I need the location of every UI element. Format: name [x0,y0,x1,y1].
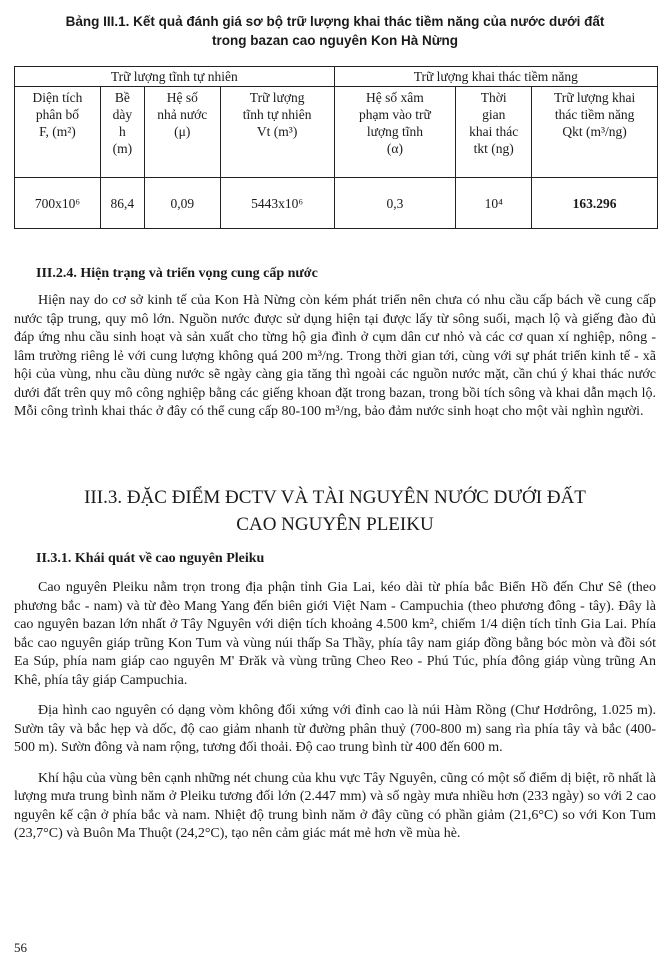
table-cell: 10⁴ [456,178,532,229]
column-header-line: h [118,124,126,139]
column-header [100,87,144,178]
column-header-row [15,87,658,178]
column-header [532,87,658,178]
column-header-line: F, (m²) [39,124,76,139]
column-header-line: phân bố [35,107,79,122]
column-header-line: dày [112,107,133,122]
column-header-line: gian [482,107,506,122]
column-header-line: (μ) [174,124,191,139]
column-header-line: (m) [112,141,133,156]
column-header-line: Thời [480,90,507,105]
table-cell: 163.296 [532,178,658,229]
column-header-line: Bề [114,90,130,105]
column-header-line: Trữ lượng khai [553,90,636,105]
column-header-line: tĩnh tự nhiên [242,107,312,122]
paragraph-2: Địa hình cao nguyên có dạng vòm không đối xứng với đỉnh cao là núi Hàm Rồng (Chư Hơdrông, 1.025 m). Sườn tây và bắc hẹp và dốc, độ cao giảm nhanh từ đường phân thuỷ (700-800 m) sang rìa phía tây và bắc (400-500 m). Sườn đông và nam rộng, tương đối thoải. Độ cao trung bình từ 400 đến 600 m. [14,703,656,755]
column-header [334,87,456,178]
value-row [15,178,658,229]
table-caption-line-2: trong bazan cao nguyên Kon Hà Nừng [211,33,459,48]
section-2-4-body [14,292,656,422]
column-header-line: khai thác [469,124,519,139]
chapter-heading-line-2: CAO NGUYÊN PLEIKU [236,514,434,535]
column-header-line: tkt (ng) [473,141,514,156]
chapter-heading-line-1: III.3. ĐẶC ĐIỂM ĐCTV VÀ TÀI NGUYÊN NƯỚC DƯỚI ĐẤT [84,487,586,508]
paragraph-1: Cao nguyên Pleiku nằm trọn trong địa phận tỉnh Gia Lai, kéo dài từ phía bắc Biển Hồ đến Chư Sê (theo phương bắc - nam) và từ đèo Mang Yang đến biên giới Việt Nam - Campuchia (theo phương đông - tây). Đây là cao nguyên bazan lớn nhất ở Tây Nguyên với diện tích khoảng 4.500 km², chiếm 1/4 diện tích tỉnh Gia Lai. Phía bắc cao nguyên giáp trũng Kon Tum và vùng núi thấp Sa Thầy, phía tây nam giáp đồng bằng bóc mòn và đồi sót Ea Súp, phía nam giáp cao nguyên M' Đrăk và vùng trũng Cheo Reo - Phú Túc, phía đông giáp vùng trũng An Khê, phía tây giáp Campuchia. [14,580,656,688]
column-header-line: Vt (m³) [256,124,298,139]
column-header [15,87,101,178]
table-cell: 0,09 [144,178,220,229]
column-header-line: (α) [386,141,403,156]
column-header [220,87,334,178]
chapter-heading [14,484,656,538]
table-cell: 86,4 [100,178,144,229]
group-header-natural: Trữ lượng tĩnh tự nhiên [15,67,335,87]
reserve-table [14,66,658,229]
section-3-1-body [14,579,656,844]
column-header-line: nhả nước [157,107,208,122]
paragraph-3: Khí hậu của vùng bên cạnh những nét chung của khu vực Tây Nguyên, cũng có một số điểm dị biệt, rõ nhất là lượng mưa trung bình năm ở Pleiku tương đối lớn (2.447 mm) và số ngày mưa nhiều hơn (233 ngày) so với 2 cao nguyên kế cận ở phía bắc và nam. Nhiệt độ trung bình năm ở đây cũng có phần giảm (21,6°C) so với Kon Tum (23,7°C) và Buôn Ma Thuột (24,2°C), tạo nên cảm giác mát mẻ hơn về mùa hè. [14,770,656,841]
table-cell: 700x10⁶ [15,178,101,229]
table-caption [20,12,650,50]
column-header-line: Diện tích [32,90,83,105]
section-heading-3-1: II.3.1. Khái quát về cao nguyên Pleiku [36,551,265,566]
table-cell: 5443x10⁶ [220,178,334,229]
table-caption-line-1: Bảng III.1. Kết quả đánh giá sơ bộ trữ lượng khai thác tiềm năng của nước dưới đất [65,14,605,29]
column-header-line: Qkt (m³/ng) [562,124,627,139]
page-number: 56 [14,940,27,955]
column-header-line: lượng tĩnh [366,124,423,139]
column-header [456,87,532,178]
column-header-line: Trữ lượng [249,90,305,105]
column-header-line: thác tiềm năng [554,107,635,122]
paragraph: Hiện nay do cơ sở kinh tế của Kon Hà Nừng còn kém phát triển nên chưa có nhu cầu cấp bách về cung cấp nước tập trung, quy mô lớn. Nguồn nước được sử dụng hiện tại được lấy từ sông suối, mạch lộ và giếng đào đủ đáp ứng nhu cầu sinh hoạt và sản xuất cho từng hộ gia đình ở cụm dân cư nhỏ và các cơ quan xí nghiệp, nông - lâm trường riêng lẻ với cung lượng không quá 200 m³/ng. Trong thời gian tới, cùng với sự phát triển kinh tế - xã hội của vùng, nhu cầu dùng nước sẽ ngày càng gia tăng thì ngoài các nguồn nước mặt, cần chú ý khai thác nước dưới đất trên quy mô công nghiệp bằng các giếng khoan đặt trong bazan, trong bồi tích sông và khai dẫn mạch lộ. Mỗi công trình khai thác ở đây có thể cung cấp 80-100 m³/ng, bảo đảm nước sinh hoạt cho một vài nghìn người. [14,293,656,419]
column-header [144,87,220,178]
group-header-potential: Trữ lượng khai thác tiềm năng [334,67,657,87]
table-cell: 0,3 [334,178,456,229]
section-heading-2-4: III.2.4. Hiện trạng và triển vọng cung cấp nước [36,266,318,281]
column-header-line: Hệ số [166,90,198,105]
column-header-line: phạm vào trữ [359,107,431,122]
column-header-line: Hệ số xâm [366,90,424,105]
